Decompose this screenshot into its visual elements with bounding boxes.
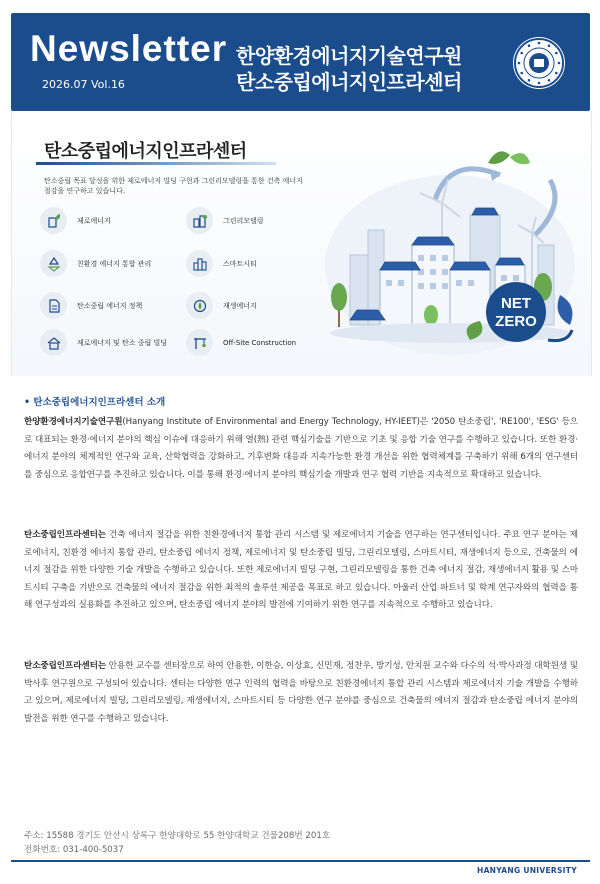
university-seal-icon [513, 37, 565, 89]
feature-policy [40, 292, 142, 319]
footer-address: 주소: 15588 경기도 안산시 상록구 한양대학로 55 한양대학교 건물208번 201호 [24, 831, 331, 841]
feature-label: 제로에너지 [77, 216, 111, 225]
feature-label: 제로에너지 및 탄소 중립 빌딩 [77, 338, 168, 347]
intro-heading: • 탄소중립에너지인프라센터 소개 [24, 397, 166, 408]
recycle-icon [40, 250, 67, 277]
feature-renewable [186, 292, 257, 319]
paragraph-lead: 한양환경에너지기술연구원 [24, 417, 123, 427]
title-underline [36, 162, 276, 165]
feature-zero-building [40, 329, 167, 356]
feature-smart-city [186, 250, 257, 277]
paragraph-lead: 탄소중립인프라센터는 [24, 661, 107, 671]
feature-label: 스마트시티 [223, 259, 257, 268]
intro-paragraph-1 [24, 414, 578, 484]
net-badge-line1: NET [501, 295, 531, 312]
hero-title: 탄소중립에너지인프라센터 [44, 141, 247, 162]
feature-off-site [186, 329, 296, 356]
city-icon [186, 250, 213, 277]
document-icon [40, 292, 67, 319]
green-building-icon [186, 207, 213, 234]
paragraph-body: 안용한 교수를 센터장으로 하여 안용한, 이한승, 이상효, 신민재, 정찬우, 방기성, 안치원 교수와 다수의 석·박사과정 대학원생 및 박사후 연구원으로 구성되어 있습니다. 센터는 다양한 연구 인력의 협력을 바탕으로 친환경에너지 통합 관리 시스템과 제로에너지 기술 개발을 수행하고 있으며, 제로에너지 빌딩, 그린리모델링, 재생에너지, 스마트시티 등 다양한 연구 분야를 중심으로 건축물의 에너지 절감과 탄소중립 에너지 분야의 발전을 위한 연구를 수행하고 있습니다. [24, 661, 578, 724]
feature-zero-energy [40, 207, 111, 234]
intro-paragraph-2 [24, 527, 578, 615]
leaf-building-icon [40, 207, 67, 234]
feature-label: 재생에너지 [223, 301, 257, 310]
feature-label: 탄소중립 에너지 정책 [77, 301, 143, 310]
feature-label: 그린리모델링 [223, 216, 264, 225]
intro-heading-text: 탄소중립에너지인프라센터 소개 [33, 397, 166, 408]
crane-icon [186, 329, 213, 356]
paragraph-body: (Hanyang Institute of Environmental and Energy Technology, HY-IEET)은 '2050 탄소중립', 'RE100', 'ESG' 등으로 대표되는 환경·에너지 분야의 핵심 이슈에 대응하기 위해 열(熱) 관련 핵심기술을 기반으로 기초 및 응합 기술 연구를 수행하고 있습니다. 또한 환경·에너지 분야의 체계적인 연구와 교육, 산학협력을 강화하고, 기후변화 대응과 지속가능한 환경 개선을 위한 협력체계를 구축하기 위해 6개의 연구센터를 중심으로 응합연구를 추진하고 있습니다. 이를 통해 환경·에너지 분야의 핵심기술 개발과 연구 협력 기반을 지속적으로 확대하고 있습니다. [24, 417, 578, 480]
footer-rule [11, 860, 590, 862]
feature-label: 친환경 에너지 통합 관리 [77, 259, 152, 268]
net-zero-city-illustration [320, 145, 580, 360]
issue-number: 2026.07 Vol.16 [42, 78, 125, 91]
center-name: 탄소중립에너지인프라센터 [236, 70, 462, 94]
newsletter-title: Newsletter [30, 28, 228, 69]
renewable-leaf-icon [186, 292, 213, 319]
feature-label: Off-Site Construction [223, 338, 297, 347]
intro-paragraph-3 [24, 658, 578, 728]
paragraph-lead: 탄소중립인프라센터는 [24, 530, 107, 540]
institute-name: 한양환경에너지기술연구원 [236, 44, 462, 68]
feature-integrated-management [40, 250, 151, 277]
house-icon [40, 329, 67, 356]
paragraph-body: 건축 에너지 절감을 위한 친환경에너지 통합 관리 시스템 및 제로에너지 기술을 연구하는 연구센터입니다. 주요 연구 분야는 제로에너지, 친환경 에너지 통합 관리, 탄소중립 에너지 정책, 제로에너지 및 탄소중립 빌딩, 그린리모델링, 스마트시티, 재생에너지 등으로, 건축물의 에너지 절감을 위한 다양한 기술 개발을 수행하고 있습니다. 또한 제로에너지 빌딩 구현, 그린리모델링을 통한 건축 에너지 절감, 재생에너지 활용 및 스마트시티 구축을 기반으로 건축물의 에너지 절감을 위한 최적의 솔루션 제공을 목표로 하고 있습니다. 아울러 산업 파트너 및 학계 연구자와의 협력을 통해 연구성과의 실용화를 추진하고 있으며, 탄소중립 에너지 분야의 발전에 기여하기 위한 연구를 지속적으로 수행하고 있습니다. [24, 530, 578, 611]
net-badge-line2: ZERO [495, 313, 537, 330]
footer-phone: 전화번호: 031-400-5037 [24, 845, 124, 855]
footer-university-logo: HANYANG UNIVERSITY [477, 866, 577, 875]
hero-description: 탄소중립 목표 달성을 위한 제로에너지 빌딩 구현과 그린리모델링을 통한 건축 에너지 절감을 연구하고 있습니다. [44, 177, 303, 195]
feature-green-remodeling [186, 207, 264, 234]
